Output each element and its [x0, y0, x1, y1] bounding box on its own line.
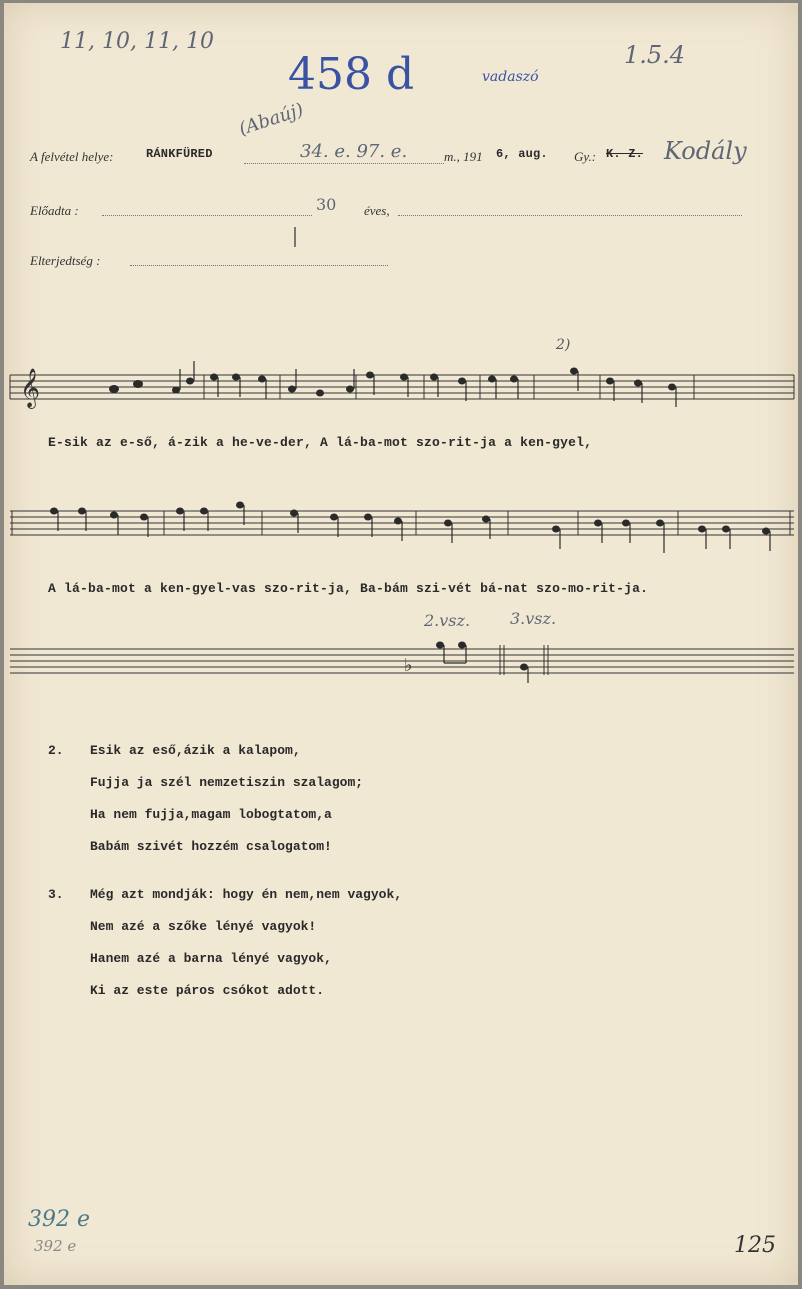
- verse-2-line-2: Fujja ja szél nemzetiszin szalagom;: [90, 775, 364, 790]
- verse-3-number: 3.: [48, 887, 64, 902]
- spread-dotted-line: [130, 265, 388, 266]
- svg-text:♭: ♭: [404, 655, 413, 676]
- date-note: 11, 10, 11, 10: [60, 29, 214, 54]
- year-label: m., 191: [444, 149, 483, 164]
- pencil-mark: [294, 227, 296, 247]
- archive-code-1: 392 e: [28, 1207, 91, 1232]
- collector-hand: Kodály: [664, 137, 747, 165]
- county-note: (Abaúj): [236, 99, 307, 140]
- performer-dotted-line: [102, 215, 312, 216]
- catalog-suffix: vadaszó: [482, 69, 539, 85]
- music-staff-2: [4, 497, 798, 567]
- music-staff-1: [4, 333, 798, 433]
- collector-label: Gy.:: [574, 149, 597, 164]
- age-value: 30: [316, 195, 337, 214]
- performer-label: Előadta :: [30, 203, 79, 218]
- place-dotted-line: [244, 163, 444, 164]
- reference-note: 34. e. 97. e.: [300, 141, 408, 162]
- verse3-mark: 3.vsz.: [510, 609, 557, 628]
- catalog-number: 458 d: [288, 49, 415, 100]
- verse-2-line-3: Ha nem fujja,magam lobogtatom,a: [90, 807, 332, 822]
- verse-3-line-4: Ki az este páros csókot adott.: [90, 983, 325, 998]
- age-label: éves,: [364, 203, 390, 218]
- verse-3-line-2: Nem azé a szőke lényé vagyok!: [90, 919, 317, 934]
- lyrics-line-1: E-sik az e-ső, á-zik a he-ve-der, A lá-ba-mot szo-rit-ja a ken-gyel,: [48, 435, 593, 450]
- note-marker-2: 2): [556, 337, 571, 353]
- collector-struck: K. Z.: [606, 147, 644, 161]
- svg-text:𝄞: 𝄞: [20, 368, 41, 408]
- year-value: 6, aug.: [496, 147, 548, 161]
- music-staff-3: [4, 639, 798, 689]
- place-label: A felvétel helye:: [30, 149, 114, 164]
- verse-3-line-1: Még azt mondják: hogy én nem,nem vagyok,: [90, 887, 403, 902]
- lyrics-line-2: A lá-ba-mot a ken-gyel-vas szo-rit-ja, Ba-bám szi-vét bá-nat szo-mo-rit-ja.: [48, 581, 649, 596]
- verse-2-number: 2.: [48, 743, 64, 758]
- code-top-right: 1.5.4: [624, 41, 686, 69]
- place-value: RÁNKFÜRED: [146, 147, 213, 161]
- archive-sheet: [4, 3, 798, 1285]
- verse-3-line-3: Hanem azé a barna lényé vagyok,: [90, 951, 332, 966]
- verse-2-line-4: Babám szivét hozzém csalogatom!: [90, 839, 332, 854]
- archive-code-2: 392 e: [34, 1237, 77, 1255]
- spread-label: Elterjedtség :: [30, 253, 101, 268]
- age-dotted-line: [398, 215, 742, 216]
- verse2-mark: 2.vsz.: [424, 611, 471, 630]
- page-number: 125: [734, 1233, 776, 1258]
- verse-2-line-1: Esik az eső,ázik a kalapom,: [90, 743, 301, 758]
